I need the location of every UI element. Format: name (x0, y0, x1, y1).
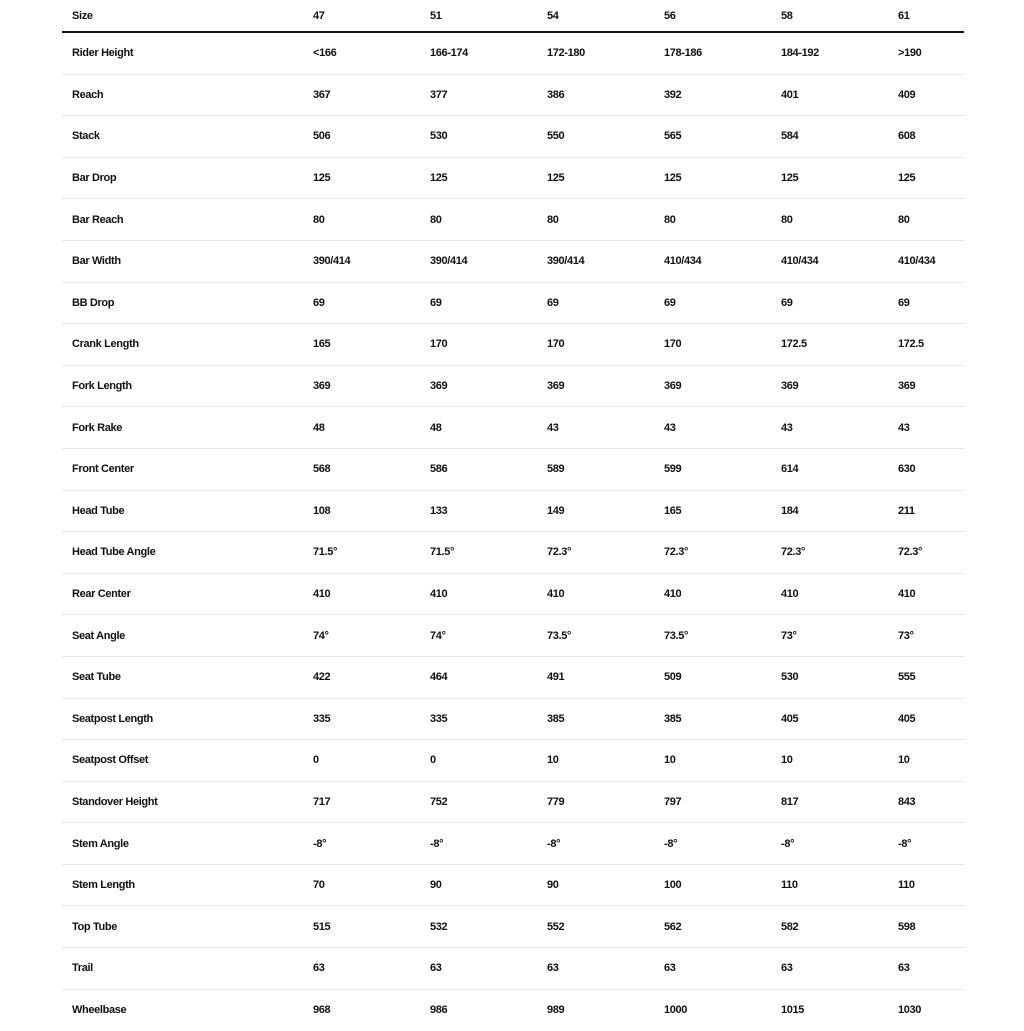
table-cell: 71.5° (313, 546, 338, 559)
table-cell: 71.5° (430, 546, 455, 559)
table-cell: 211 (898, 504, 915, 517)
table-cell: 614 (781, 463, 799, 476)
row-label: Rear Center (72, 588, 131, 601)
table-cell: 80 (430, 213, 442, 226)
row-label: Crank Length (72, 338, 139, 351)
table-cell: 410 (664, 588, 682, 601)
table-cell: 69 (664, 296, 676, 309)
table-cell: 72.3° (781, 546, 806, 559)
row-label: Bar Reach (72, 213, 124, 226)
table-cell: 10 (781, 754, 793, 767)
table-cell: 166-174 (430, 47, 468, 60)
row-label: Bar Width (72, 255, 121, 268)
row-label: Seat Tube (72, 671, 121, 684)
geometry-table (62, 0, 964, 1031)
table-cell: 74° (313, 629, 329, 642)
table-cell: 10 (898, 754, 910, 767)
table-row (62, 116, 964, 158)
table-cell: 385 (547, 712, 565, 725)
table-cell: 390/414 (313, 255, 351, 268)
table-row (62, 199, 964, 241)
table-header-row (62, 0, 964, 33)
table-row (62, 699, 964, 741)
table-cell: 586 (430, 463, 448, 476)
table-row (62, 782, 964, 824)
table-cell: 584 (781, 130, 799, 143)
table-cell: 410/434 (781, 255, 819, 268)
row-label: Fork Length (72, 380, 132, 393)
table-cell: 410/434 (898, 255, 936, 268)
table-cell: 69 (781, 296, 793, 309)
table-cell: 817 (781, 795, 799, 808)
table-cell: 178-186 (664, 47, 702, 60)
table-cell: 110 (898, 879, 915, 892)
table-cell: 43 (781, 421, 793, 434)
table-cell: 172.5 (898, 338, 924, 351)
table-cell: 43 (547, 421, 559, 434)
table-cell: 843 (898, 795, 916, 808)
table-cell: 170 (664, 338, 682, 351)
header-cell-size-58: 58 (781, 9, 793, 22)
table-cell: 73.5° (664, 629, 689, 642)
table-cell: 377 (430, 88, 448, 101)
row-label: Stem Angle (72, 837, 129, 850)
table-cell: 72.3° (547, 546, 572, 559)
table-cell: 589 (547, 463, 565, 476)
table-cell: 70 (313, 879, 325, 892)
table-cell: -8° (898, 837, 912, 850)
table-cell: 568 (313, 463, 331, 476)
table-cell: 608 (898, 130, 916, 143)
table-cell: 565 (664, 130, 682, 143)
table-cell: 630 (898, 463, 916, 476)
header-cell-size-56: 56 (664, 9, 676, 22)
table-cell: 63 (430, 962, 442, 975)
table-cell: -8° (430, 837, 444, 850)
table-cell: 100 (664, 879, 682, 892)
table-cell: 172.5 (781, 338, 807, 351)
table-cell: 717 (313, 795, 331, 808)
table-cell: 390/414 (547, 255, 585, 268)
table-cell: 530 (430, 130, 448, 143)
table-row (62, 740, 964, 782)
table-cell: 80 (664, 213, 676, 226)
table-cell: 133 (430, 504, 448, 517)
table-cell: 369 (898, 380, 916, 393)
table-cell: 552 (547, 920, 565, 933)
table-cell: 410 (781, 588, 799, 601)
table-cell: -8° (781, 837, 795, 850)
table-cell: 10 (664, 754, 676, 767)
table-cell: 184-192 (781, 47, 819, 60)
table-cell: 149 (547, 504, 565, 517)
table-cell: >190 (898, 47, 922, 60)
table-cell: 90 (430, 879, 442, 892)
table-cell: -8° (547, 837, 561, 850)
row-label: Front Center (72, 463, 134, 476)
table-cell: 72.3° (664, 546, 689, 559)
table-row (62, 990, 964, 1031)
table-cell: 989 (547, 1004, 565, 1017)
table-cell: 562 (664, 920, 682, 933)
table-cell: 986 (430, 1004, 448, 1017)
row-label: Reach (72, 88, 104, 101)
table-cell: 369 (664, 380, 682, 393)
table-cell: 599 (664, 463, 682, 476)
table-cell: 43 (898, 421, 910, 434)
header-cell-size-61: 61 (898, 9, 910, 22)
row-label: Seatpost Offset (72, 754, 149, 767)
table-cell: 73.5° (547, 629, 572, 642)
table-row (62, 906, 964, 948)
table-cell: 491 (547, 671, 565, 684)
table-row (62, 449, 964, 491)
table-cell: 73° (898, 629, 914, 642)
table-cell: 184 (781, 504, 799, 517)
table-row (62, 574, 964, 616)
row-label: Wheelbase (72, 1004, 127, 1017)
table-cell: 1015 (781, 1004, 805, 1017)
table-cell: 405 (781, 712, 799, 725)
table-cell: 0 (313, 754, 319, 767)
table-row (62, 948, 964, 990)
row-label: Stem Length (72, 879, 135, 892)
table-cell: 125 (781, 172, 799, 185)
header-cell-size-47: 47 (313, 9, 325, 22)
table-cell: -8° (664, 837, 678, 850)
table-cell: 509 (664, 671, 682, 684)
table-cell: 1030 (898, 1004, 922, 1017)
row-label: BB Drop (72, 296, 115, 309)
table-cell: 405 (898, 712, 916, 725)
table-cell: 172-180 (547, 47, 585, 60)
table-cell: 63 (898, 962, 910, 975)
table-cell: 48 (313, 421, 325, 434)
table-cell: 69 (313, 296, 325, 309)
table-cell: 779 (547, 795, 565, 808)
table-cell: 410 (898, 588, 916, 601)
table-cell: 401 (781, 88, 799, 101)
row-label: Seatpost Length (72, 712, 153, 725)
table-cell: 369 (781, 380, 799, 393)
table-cell: 386 (547, 88, 565, 101)
table-row (62, 657, 964, 699)
table-cell: 165 (664, 504, 682, 517)
table-row (62, 283, 964, 325)
table-cell: 110 (781, 879, 798, 892)
row-label: Seat Angle (72, 629, 125, 642)
table-cell: 63 (313, 962, 325, 975)
table-cell: 72.3° (898, 546, 923, 559)
table-cell: 125 (430, 172, 448, 185)
table-row (62, 532, 964, 574)
table-cell: 0 (430, 754, 436, 767)
table-cell: 464 (430, 671, 448, 684)
table-cell: 367 (313, 88, 331, 101)
table-cell: 63 (664, 962, 676, 975)
row-label: Bar Drop (72, 172, 117, 185)
table-cell: 63 (547, 962, 559, 975)
row-label: Trail (72, 962, 93, 975)
table-row (62, 366, 964, 408)
row-label: Rider Height (72, 47, 134, 60)
table-cell: 125 (313, 172, 331, 185)
table-cell: -8° (313, 837, 327, 850)
header-cell-size-51: 51 (430, 9, 442, 22)
table-cell: 506 (313, 130, 331, 143)
table-row (62, 324, 964, 366)
row-label: Head Tube Angle (72, 546, 156, 559)
table-cell: 752 (430, 795, 448, 808)
table-cell: <166 (313, 47, 337, 60)
table-cell: 555 (898, 671, 916, 684)
table-cell: 390/414 (430, 255, 468, 268)
table-cell: 335 (430, 712, 448, 725)
table-cell: 598 (898, 920, 916, 933)
table-cell: 108 (313, 504, 331, 517)
row-label: Standover Height (72, 795, 158, 808)
table-cell: 410/434 (664, 255, 702, 268)
table-cell: 80 (781, 213, 793, 226)
table-cell: 515 (313, 920, 331, 933)
table-cell: 69 (547, 296, 559, 309)
table-row (62, 158, 964, 200)
table-row (62, 241, 964, 283)
table-row (62, 615, 964, 657)
table-cell: 335 (313, 712, 331, 725)
table-row (62, 407, 964, 449)
table-cell: 69 (430, 296, 442, 309)
table-cell: 797 (664, 795, 682, 808)
row-label: Top Tube (72, 920, 118, 933)
table-cell: 43 (664, 421, 676, 434)
table-row (62, 823, 964, 865)
table-cell: 385 (664, 712, 682, 725)
table-cell: 80 (547, 213, 559, 226)
table-cell: 125 (547, 172, 565, 185)
table-cell: 10 (547, 754, 559, 767)
table-cell: 530 (781, 671, 799, 684)
table-cell: 170 (547, 338, 565, 351)
header-cell-size-54: 54 (547, 9, 559, 22)
table-cell: 80 (898, 213, 910, 226)
table-body (62, 33, 964, 1031)
table-cell: 410 (313, 588, 331, 601)
table-row (62, 491, 964, 533)
table-row (62, 865, 964, 907)
table-cell: 1000 (664, 1004, 688, 1017)
table-row (62, 75, 964, 117)
table-cell: 125 (898, 172, 916, 185)
table-cell: 422 (313, 671, 331, 684)
header-cell-size: Size (72, 9, 93, 22)
table-cell: 532 (430, 920, 448, 933)
table-cell: 125 (664, 172, 682, 185)
table-cell: 165 (313, 338, 331, 351)
table-cell: 369 (313, 380, 331, 393)
table-cell: 392 (664, 88, 682, 101)
table-cell: 69 (898, 296, 910, 309)
table-cell: 410 (547, 588, 565, 601)
table-row (62, 33, 964, 75)
table-cell: 582 (781, 920, 799, 933)
table-cell: 73° (781, 629, 797, 642)
table-cell: 48 (430, 421, 442, 434)
table-cell: 90 (547, 879, 559, 892)
table-cell: 550 (547, 130, 565, 143)
table-cell: 369 (430, 380, 448, 393)
row-label: Head Tube (72, 504, 125, 517)
table-cell: 369 (547, 380, 565, 393)
table-cell: 409 (898, 88, 916, 101)
table-cell: 170 (430, 338, 448, 351)
row-label: Stack (72, 130, 100, 143)
table-cell: 63 (781, 962, 793, 975)
table-cell: 74° (430, 629, 446, 642)
table-cell: 410 (430, 588, 448, 601)
table-cell: 80 (313, 213, 325, 226)
row-label: Fork Rake (72, 421, 123, 434)
table-cell: 968 (313, 1004, 331, 1017)
